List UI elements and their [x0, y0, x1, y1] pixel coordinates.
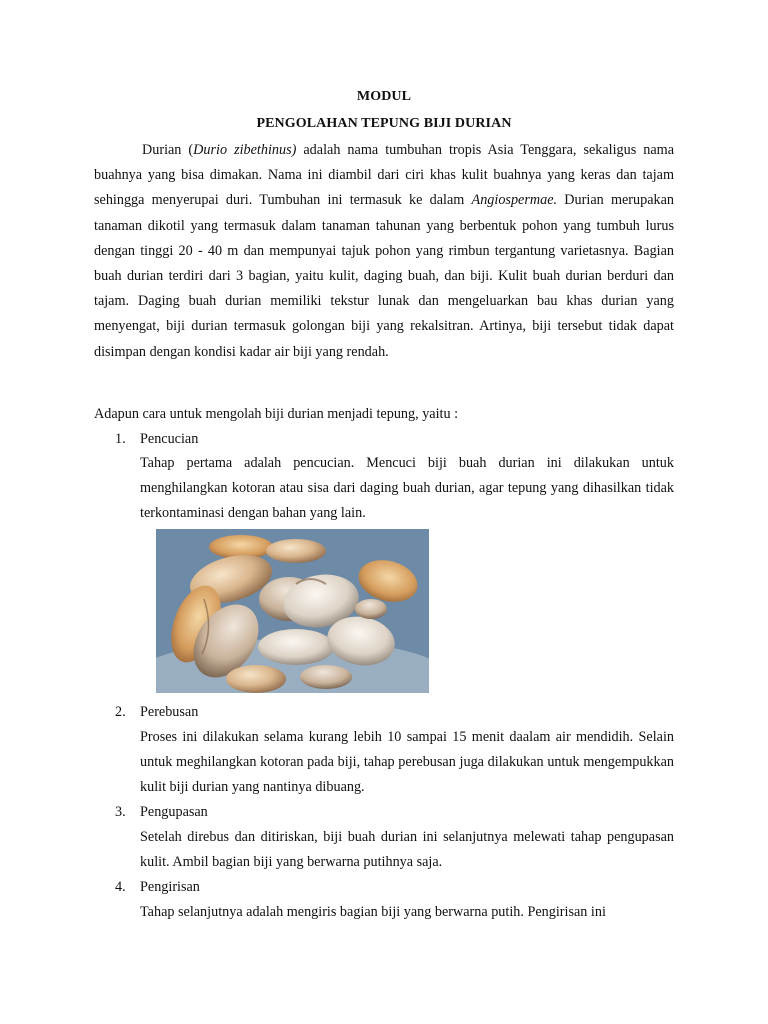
document-title: PENGOLAHAN TEPUNG BIJI DURIAN — [256, 116, 512, 131]
step-text: Setelah direbus dan ditiriskan, biji buah durian ini selanjutnya melewati tahap pengupasan kulit. Ambil bagian biji yang berwarna putihnya saja. — [140, 829, 674, 871]
step-text: Tahap selanjutnya adalah mengiris bagian biji yang berwarna putih. Pengirisan ini — [140, 904, 606, 920]
step-number: 1. — [115, 431, 126, 447]
step-number: 3. — [115, 804, 126, 820]
paragraph-lead: Durian ( — [142, 142, 194, 158]
species-name: Durio zibethinus) — [193, 142, 297, 158]
step-heading: Pencucian — [140, 431, 199, 447]
paragraph-text-a: adalah nama tumbuhan tropis Asia Tenggara, sekaligus nama buahnya yang bisa dimakan. Nama ini diambil dari ciri khas kulit buahnya yang keras dan tajam sehingga menyerupai duri. Tumbuhan ini termasuk ke dalam — [94, 142, 674, 209]
step-heading: Perebusan — [140, 704, 199, 720]
module-label: MODUL — [356, 89, 412, 104]
step-text: Tahap pertama adalah pencucian. Mencuci biji buah durian ini dilakukan untuk menghilangkan kotoran atau sisa dari daging buah durian, agar tepung yang dihasilkan tidak terkontaminasi dengan bahan yang lain. — [140, 455, 674, 522]
step-number: 4. — [115, 879, 126, 895]
steps-intro: Adapun cara untuk mengolah biji durian menjadi tepung, yaitu : — [94, 406, 459, 422]
step-heading: Pengirisan — [140, 879, 200, 895]
step-heading: Pengupasan — [140, 804, 208, 820]
paragraph-text-b: Durian merupakan tanaman dikotil yang termasuk dalam tanaman tahunan yang berbentuk pohon yang tumbuh lurus dengan tinggi 20 - 40 m dan mempunyai tajuk pohon yang rimbun tergantung varietasnya. Bagian buah durian terdiri dari 3 bagian, yaitu kulit, daging buah, dan biji. Kulit buah durian berduri dan tajam. Daging buah durian memiliki tekstur lunak dan mengeluarkan bau khas durian yang menyengat, biji durian termasuk golongan biji yang rekalsitran. Artinya, biji tersebut tidak dapat disimpan dengan kondisi kadar air biji yang rendah. — [94, 192, 674, 360]
step-text: Proses ini dilakukan selama kurang lebih 10 sampai 15 menit daalam air mendidih. Selain untuk meghilangkan kotoran pada biji, tahap perebusan juga dilakukan untuk mengempukkan kulit biji durian yang nantinya dibuang. — [140, 729, 674, 796]
step-number: 2. — [115, 704, 126, 720]
durian-seeds-photo — [156, 529, 429, 693]
taxon-name: Angiospermae. — [471, 192, 558, 209]
intro-paragraph — [94, 138, 674, 365]
